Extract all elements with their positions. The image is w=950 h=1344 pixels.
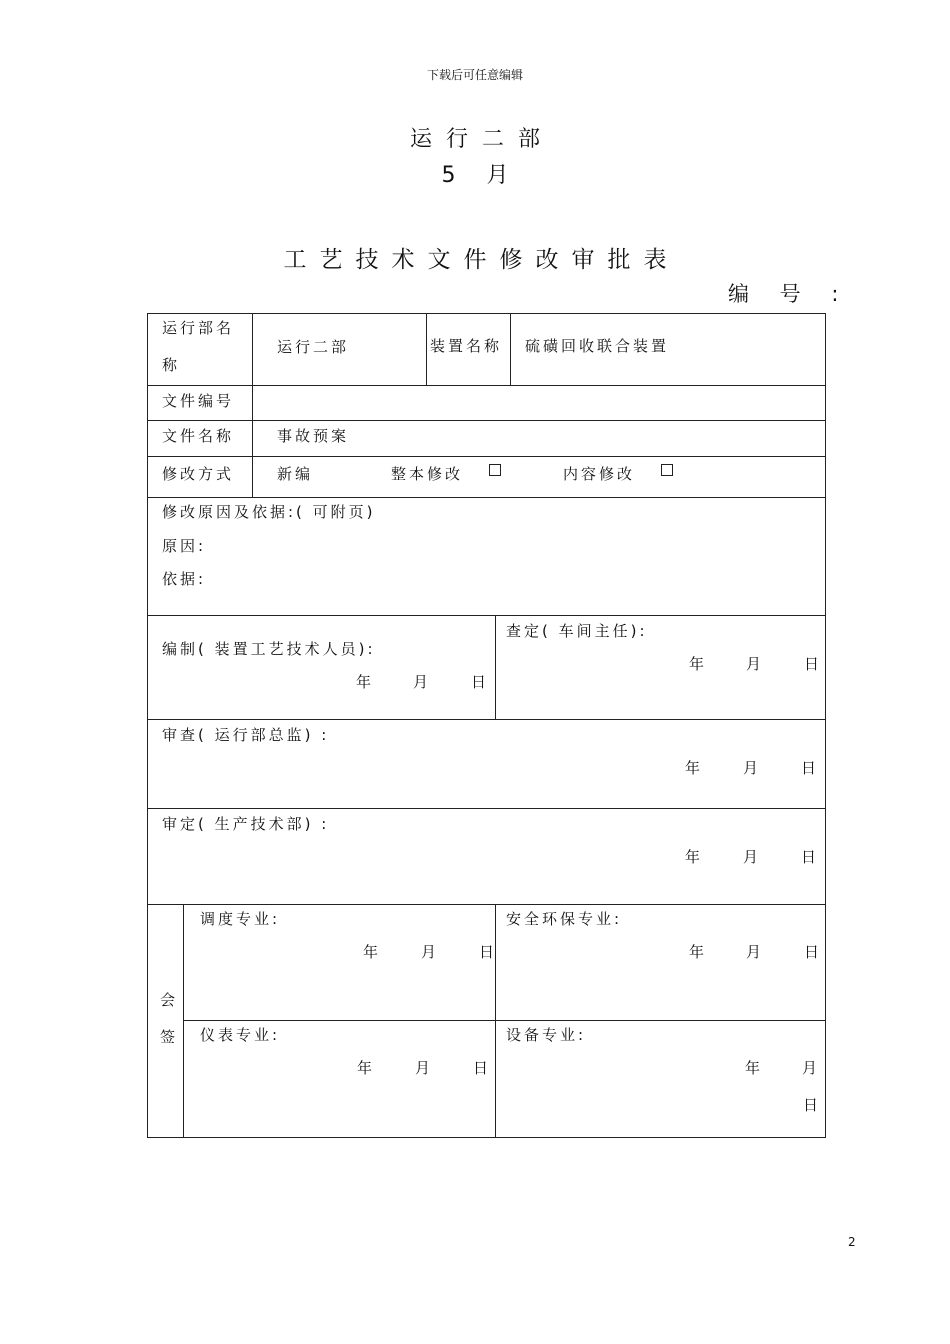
col-divider: [252, 313, 253, 385]
countersign-label-cont: 签: [160, 1028, 179, 1046]
row-divider: [147, 615, 826, 616]
reason-sub-label: 原因:: [162, 537, 207, 555]
row-divider: [147, 420, 826, 421]
page-number: 2: [848, 1235, 856, 1249]
doc-number-label: 文件编号: [162, 392, 235, 410]
date-month: 月: [743, 759, 762, 777]
doc-name-value: 事故预案: [277, 427, 350, 445]
modify-method-label: 修改方式: [162, 465, 235, 483]
date-year: 年: [745, 1059, 764, 1077]
month-heading: 5 月: [441, 163, 521, 188]
date-year: 年: [356, 673, 375, 691]
equipment-label: 设备专业:: [506, 1026, 587, 1044]
dept-name-label: 运行部名: [162, 319, 235, 337]
method-whole: 整本修改: [391, 465, 464, 483]
department-heading: 运行二部: [409, 127, 554, 152]
table-border-left: [147, 313, 148, 1138]
date-day: 日: [801, 848, 820, 866]
col-divider: [426, 313, 427, 385]
table-border-bottom: [147, 1137, 826, 1138]
header-note: 下载后可任意编辑: [426, 68, 523, 82]
review-label: 审查( 运行部总监) :: [162, 726, 330, 744]
date-day: 日: [803, 1096, 822, 1114]
row-divider: [147, 904, 826, 905]
unit-name-value: 硫磺回收联合装置: [525, 337, 670, 355]
content-revision-checkbox[interactable]: [661, 464, 673, 476]
date-year: 年: [357, 1059, 376, 1077]
date-year: 年: [689, 943, 708, 961]
row-divider: [147, 808, 826, 809]
dispatch-label: 调度专业:: [200, 910, 281, 928]
row-divider: [147, 497, 826, 498]
date-year: 年: [685, 759, 704, 777]
whole-revision-checkbox[interactable]: [489, 464, 501, 476]
method-content: 内容修改: [563, 465, 636, 483]
date-day: 日: [473, 1059, 492, 1077]
date-day: 日: [801, 759, 820, 777]
date-month: 月: [421, 943, 440, 961]
row-divider: [147, 385, 826, 386]
col-divider: [252, 385, 253, 497]
table-border-top: [147, 313, 826, 314]
date-day: 日: [471, 673, 490, 691]
serial-number-label: 编 号 :: [728, 282, 851, 306]
col-divider: [183, 904, 184, 1137]
unit-name-label: 装置名称: [430, 337, 503, 355]
form-title: 工艺技术文件修改审批表: [283, 247, 680, 273]
dept-name-value: 运行二部: [277, 338, 350, 356]
date-month: 月: [746, 655, 765, 673]
date-year: 年: [685, 848, 704, 866]
row-divider: [147, 456, 826, 457]
col-divider: [495, 904, 496, 1137]
reason-label: 修改原因及依据:( 可附页): [162, 503, 376, 521]
date-year: 年: [689, 655, 708, 673]
doc-name-label: 文件名称: [162, 427, 235, 445]
date-month: 月: [743, 848, 762, 866]
col-divider: [510, 313, 511, 385]
method-new: 新编: [277, 465, 314, 483]
approve-label: 审定( 生产技术部) :: [162, 815, 330, 833]
date-year: 年: [363, 943, 382, 961]
col-divider: [495, 615, 496, 719]
date-month: 月: [802, 1059, 821, 1077]
checked-label: 查定( 车间主任):: [506, 622, 648, 640]
date-month: 月: [415, 1059, 434, 1077]
approval-form-table: [147, 313, 826, 1138]
date-day: 日: [479, 943, 498, 961]
date-month: 月: [413, 673, 432, 691]
date-month: 月: [746, 943, 765, 961]
dept-name-label-cont: 称: [162, 356, 181, 374]
row-divider: [183, 1020, 826, 1021]
instrument-label: 仪表专业:: [200, 1026, 281, 1044]
row-divider: [147, 719, 826, 720]
countersign-label: 会: [160, 991, 179, 1009]
basis-sub-label: 依据:: [162, 570, 207, 588]
date-day: 日: [804, 655, 823, 673]
safety-label: 安全环保专业:: [506, 910, 623, 928]
table-border-right: [825, 313, 826, 1138]
compiled-label: 编制( 装置工艺技术人员):: [162, 640, 376, 658]
date-day: 日: [804, 943, 823, 961]
